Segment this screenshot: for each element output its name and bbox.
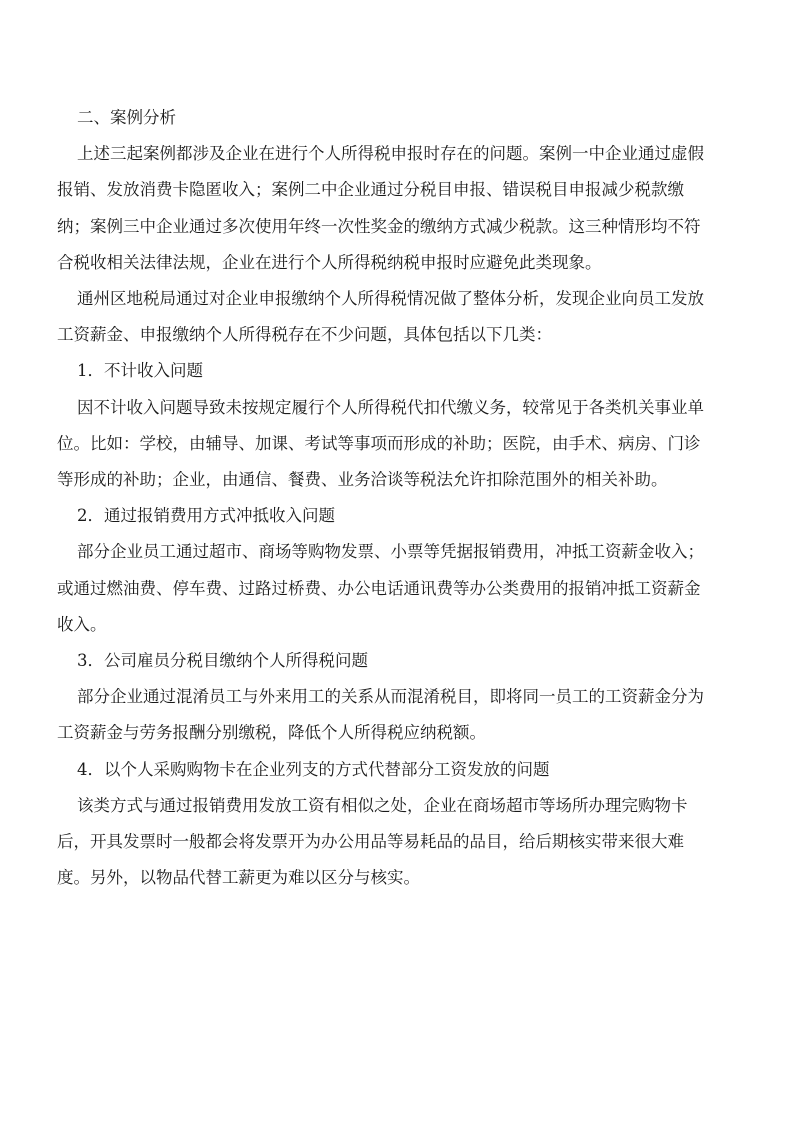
text-line: 或通过燃油费、停车费、过路过桥费、办公电话通讯费等办公类费用的报销冲抵工资薪金 bbox=[57, 578, 701, 598]
text-line: 报销、发放消费卡隐匿收入；案例二中企业通过分税目申报、错误税目申报减少税款缴 bbox=[57, 180, 684, 200]
paragraph bbox=[57, 281, 737, 353]
text-line: 度。另外，以物品代替工薪更为难以区分与核实。 bbox=[57, 868, 420, 888]
text-line: 部分企业通过混淆员工与外来用工的关系从而混淆税目，即将同一员工的工资薪金分为 bbox=[77, 687, 704, 707]
list-item bbox=[57, 498, 737, 643]
text-line: 等形成的补助；企业，由通信、餐费、业务洽谈等税法允许扣除范围外的相关补助。 bbox=[57, 470, 668, 490]
text-line: 位。比如：学校，由辅导、加课、考试等事项而形成的补助；医院，由手术、病房、门诊 bbox=[57, 433, 701, 453]
text-line: 上述三起案例都涉及企业在进行个人所得税申报时存在的问题。案例一中企业通过虚假 bbox=[77, 144, 704, 164]
item-title: 2．通过报销费用方式冲抵收入问题 bbox=[77, 506, 335, 526]
list-item bbox=[57, 752, 737, 897]
section-heading: 二、案例分析 bbox=[77, 108, 176, 127]
document-body bbox=[57, 100, 737, 896]
text-line: 工资薪金与劳务报酬分别缴税，降低个人所得税应纳税额。 bbox=[57, 723, 486, 743]
list-item bbox=[57, 643, 737, 752]
text-line: 因不计收入问题导致未按规定履行个人所得税代扣代缴义务，较常见于各类机关事业单 bbox=[77, 397, 704, 417]
text-line: 纳；案例三中企业通过多次使用年终一次性奖金的缴纳方式减少税款。这三种情形均不符 bbox=[57, 216, 701, 236]
paragraph bbox=[57, 136, 737, 281]
text-line: 该类方式与通过报销费用发放工资有相似之处，企业在商场超市等场所办理完购物卡 bbox=[77, 795, 688, 815]
item-title: 3．公司雇员分税目缴纳个人所得税问题 bbox=[77, 651, 368, 671]
item-title: 4．以个人采购购物卡在企业列支的方式代替部分工资发放的问题 bbox=[77, 759, 550, 779]
text-line: 合税收相关法律法规，企业在进行个人所得税纳税申报时应避免此类现象。 bbox=[57, 252, 602, 272]
list-item bbox=[57, 353, 737, 498]
text-line: 工资薪金、申报缴纳个人所得税存在不少问题，具体包括以下几类： bbox=[57, 325, 552, 345]
text-line: 后，开具发票时一般都会将发票开为办公用品等易耗品的品目，给后期核实带来很大难 bbox=[57, 832, 684, 852]
text-line: 部分企业员工通过超市、商场等购物发票、小票等凭据报销费用，冲抵工资薪金收入； bbox=[77, 542, 704, 562]
text-line: 收入。 bbox=[57, 614, 107, 634]
text-line: 通州区地税局通过对企业申报缴纳个人所得税情况做了整体分析，发现企业向员工发放 bbox=[77, 289, 704, 309]
item-title: 1．不计收入问题 bbox=[77, 361, 203, 381]
